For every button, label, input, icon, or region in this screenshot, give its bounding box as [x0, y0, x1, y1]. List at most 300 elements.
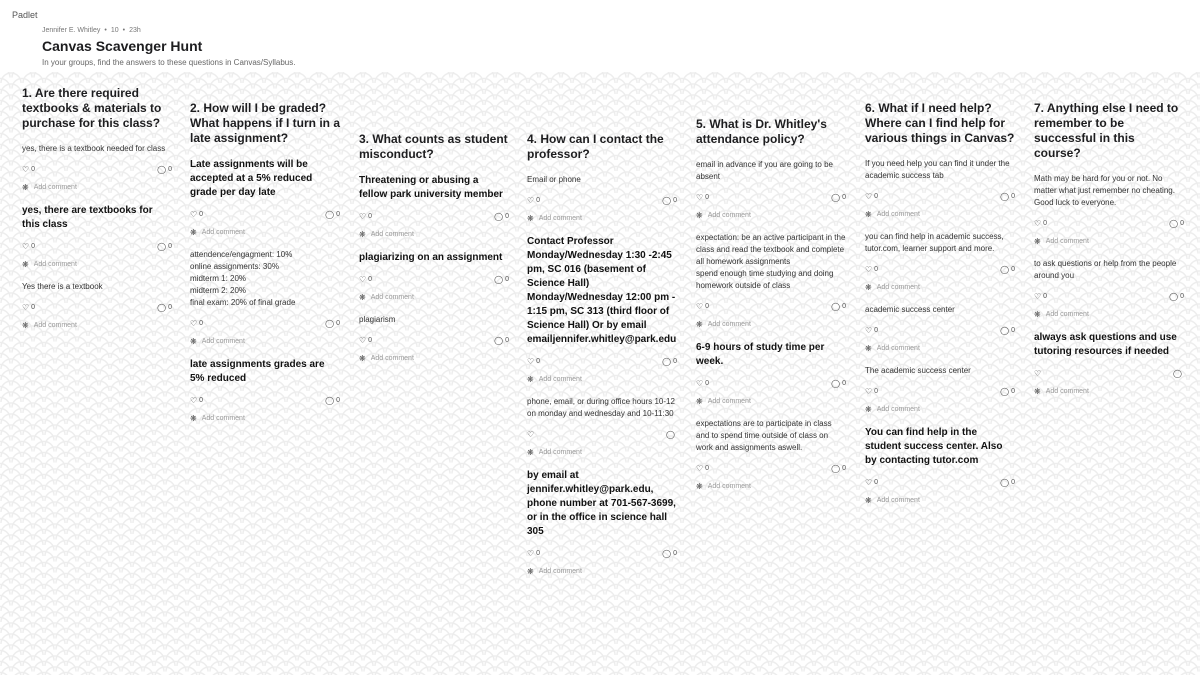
- like-count: 0: [199, 320, 204, 327]
- add-comment-input[interactable]: [527, 448, 677, 457]
- heart-icon: ♡: [22, 165, 30, 174]
- add-comment-input[interactable]: [359, 293, 509, 302]
- post-reactions: [359, 275, 509, 284]
- post-text: You can find help in the student success center. Also by contacting tutor.com: [865, 427, 1003, 466]
- comment-count: 0: [168, 304, 172, 311]
- post-reactions: [22, 242, 172, 251]
- post-reactions: [696, 302, 846, 311]
- post-reactions: [190, 396, 340, 405]
- post-text: If you need help you can find it under the academic success tab: [865, 159, 1010, 180]
- comment-bubble-icon: ◯: [831, 193, 841, 202]
- like-count: 0: [874, 479, 879, 486]
- add-comment-label: Add comment: [876, 284, 920, 291]
- comment-bubble-icon: ◯: [1000, 192, 1010, 201]
- heart-icon: ♡: [22, 303, 30, 312]
- heart-icon: ♡: [1034, 292, 1042, 301]
- post-reactions: [527, 196, 677, 205]
- user-avatar-icon: ❋: [696, 320, 703, 329]
- add-comment-input[interactable]: [865, 496, 1015, 505]
- user-avatar-icon: ❋: [1034, 310, 1041, 319]
- comment-bubble-icon: ◯: [157, 165, 167, 174]
- heart-icon: ♡: [190, 210, 198, 219]
- add-comment-input[interactable]: [359, 354, 509, 363]
- comment-bubble-icon: ◯: [831, 379, 841, 388]
- like-button[interactable]: [865, 387, 878, 396]
- like-count: 0: [31, 243, 36, 250]
- user-avatar-icon: ❋: [190, 228, 197, 237]
- user-avatar-icon: ❋: [22, 260, 29, 269]
- post-reactions: [1034, 292, 1184, 301]
- like-button[interactable]: [865, 265, 878, 274]
- heart-icon: ♡: [527, 357, 535, 366]
- comment-count-button[interactable]: [1000, 265, 1015, 274]
- post-card[interactable]: [359, 251, 509, 302]
- user-avatar-icon: ❋: [865, 344, 872, 353]
- comment-count-button[interactable]: [831, 193, 846, 202]
- comment-count: 0: [1011, 327, 1015, 334]
- user-avatar-icon: ❋: [527, 214, 534, 223]
- post-card[interactable]: [190, 158, 340, 237]
- heart-icon: ♡: [696, 302, 704, 311]
- like-button[interactable]: [527, 357, 540, 366]
- comment-count: 0: [842, 303, 846, 310]
- post-text: Threatening or abusing a fellow park university member: [359, 175, 503, 200]
- comment-count-button[interactable]: [662, 196, 677, 205]
- post-card[interactable]: [22, 204, 172, 269]
- comment-count: 0: [842, 194, 846, 201]
- post-reactions: [22, 303, 172, 312]
- like-count: 0: [1043, 220, 1048, 227]
- comment-count-button[interactable]: [494, 275, 509, 284]
- add-comment-label: Add comment: [538, 376, 582, 383]
- add-comment-label: Add comment: [1045, 388, 1089, 395]
- post-card[interactable]: [359, 314, 509, 363]
- heart-icon: ♡: [865, 326, 873, 335]
- comment-count: 0: [842, 465, 846, 472]
- like-button[interactable]: [865, 326, 878, 335]
- post-card[interactable]: [190, 358, 340, 423]
- add-comment-input[interactable]: [359, 230, 509, 239]
- add-comment-label: Add comment: [707, 321, 751, 328]
- heart-icon: ♡: [527, 196, 535, 205]
- post-reactions: [527, 430, 677, 439]
- comment-bubble-icon: ◯: [1000, 478, 1010, 487]
- like-count: 0: [368, 213, 373, 220]
- add-comment-label: Add comment: [707, 398, 751, 405]
- column-1: [22, 86, 172, 330]
- comment-count-button[interactable]: [325, 319, 340, 328]
- heart-icon: ♡: [359, 275, 367, 284]
- comment-count-button[interactable]: [831, 302, 846, 311]
- post-text: Contact Professor Monday/Wednesday 1:30 -2:45 pm, SC 016 (basement of Science Hall) Monday/Wednesday 12:00 pm - 1:15 pm, SC 313 (third floor of Science Hall) Or by email emailjennifer.whitley@park.edu: [527, 236, 677, 345]
- post-card[interactable]: [696, 341, 846, 406]
- comment-count-button[interactable]: [831, 464, 846, 473]
- add-comment-input[interactable]: [190, 414, 340, 423]
- post-text: plagiarism: [359, 315, 396, 324]
- comment-count-button[interactable]: [325, 210, 340, 219]
- post-text: late assignments grades are 5% reduced: [190, 359, 325, 384]
- like-button[interactable]: [190, 396, 203, 405]
- post-reactions: [1034, 219, 1184, 228]
- user-avatar-icon: ❋: [359, 293, 366, 302]
- comment-count-button[interactable]: [325, 396, 340, 405]
- like-button[interactable]: [359, 275, 372, 284]
- post-reactions: [527, 549, 677, 558]
- add-comment-input[interactable]: [22, 260, 172, 269]
- column-title: 7. Anything else I need to remember to be successful in this course?: [1034, 101, 1179, 160]
- comment-count: 0: [336, 211, 340, 218]
- add-comment-label: Add comment: [538, 215, 582, 222]
- add-comment-label: Add comment: [707, 212, 751, 219]
- user-avatar-icon: ❋: [1034, 237, 1041, 246]
- post-reactions: [865, 478, 1015, 487]
- post-card[interactable]: [696, 159, 846, 220]
- add-comment-label: Add comment: [33, 322, 77, 329]
- like-button[interactable]: [527, 549, 540, 558]
- add-comment-input[interactable]: [22, 321, 172, 330]
- header: [0, 0, 1200, 72]
- comment-count-button[interactable]: [1169, 292, 1184, 301]
- comment-count-button[interactable]: [494, 336, 509, 345]
- post-reactions: [865, 326, 1015, 335]
- heart-icon: ♡: [1034, 219, 1042, 228]
- comment-count: 0: [505, 276, 509, 283]
- post-reactions: [190, 319, 340, 328]
- add-comment-label: Add comment: [876, 406, 920, 413]
- comment-bubble-icon: ◯: [831, 302, 841, 311]
- comment-count: 0: [1011, 388, 1015, 395]
- column-title: 1. Are there required textbooks & materials to purchase for this class?: [22, 86, 162, 130]
- comment-bubble-icon: ◯: [1173, 369, 1182, 378]
- heart-icon: ♡: [359, 336, 367, 345]
- post-reactions: [359, 336, 509, 345]
- add-comment-label: Add comment: [876, 497, 920, 504]
- heart-icon: ♡: [865, 192, 873, 201]
- post-card[interactable]: [22, 281, 172, 330]
- comment-bubble-icon: ◯: [325, 319, 335, 328]
- user-avatar-icon: ❋: [22, 183, 29, 192]
- post-count: 10: [110, 27, 119, 34]
- like-count: 0: [874, 327, 879, 334]
- like-count: 0: [536, 358, 541, 365]
- column-6: [865, 101, 1015, 505]
- add-comment-label: Add comment: [538, 568, 582, 575]
- user-avatar-icon: ❋: [696, 482, 703, 491]
- like-button[interactable]: [359, 336, 372, 345]
- add-comment-input[interactable]: [865, 405, 1015, 414]
- like-count: 0: [874, 388, 879, 395]
- like-count: 0: [705, 194, 710, 201]
- user-avatar-icon: ❋: [696, 397, 703, 406]
- comment-count: 0: [336, 320, 340, 327]
- post-reactions: [865, 387, 1015, 396]
- comment-count-button[interactable]: [1000, 478, 1015, 487]
- like-count: 0: [31, 304, 36, 311]
- post-text: email in advance if you are going to be absent: [696, 160, 833, 181]
- column-4: [527, 132, 677, 576]
- comment-count: 0: [505, 337, 509, 344]
- like-button[interactable]: [1034, 292, 1047, 301]
- heart-icon: ♡: [190, 319, 198, 328]
- post-text: academic success center: [865, 305, 955, 314]
- heart-icon: ♡: [527, 430, 535, 439]
- comment-count-button[interactable]: [1000, 326, 1015, 335]
- add-comment-input[interactable]: [865, 283, 1015, 292]
- comment-count-button[interactable]: [1169, 219, 1184, 228]
- post-text: attendence/engagment: 10% online assignments: 30% midterm 1: 20% midterm 2: 20% final exam: 20% of final grade: [190, 250, 296, 307]
- add-comment-input[interactable]: [696, 320, 846, 329]
- comment-bubble-icon: ◯: [1000, 387, 1010, 396]
- comment-bubble-icon: ◯: [1000, 265, 1010, 274]
- comment-bubble-icon: ◯: [662, 549, 672, 558]
- like-count: 0: [874, 193, 879, 200]
- comment-count: 0: [673, 358, 677, 365]
- post-reactions: [696, 464, 846, 473]
- post-card[interactable]: [527, 174, 677, 223]
- post-card[interactable]: [527, 235, 677, 384]
- post-text: expectation: be an active participant in the class and read the textbook and complete all homework assignments spend enough time studying and doing homework outside of class: [696, 233, 846, 290]
- add-comment-input[interactable]: [865, 344, 1015, 353]
- user-avatar-icon: ❋: [527, 567, 534, 576]
- post-card[interactable]: [527, 396, 677, 457]
- comment-count: 0: [842, 380, 846, 387]
- add-comment-input[interactable]: [190, 337, 340, 346]
- post-card[interactable]: [865, 304, 1015, 353]
- comment-bubble-icon: ◯: [325, 210, 335, 219]
- add-comment-input[interactable]: [1034, 237, 1184, 246]
- comment-count: 0: [673, 550, 677, 557]
- add-comment-label: Add comment: [201, 229, 245, 236]
- post-text: expectations are to participate in class and to spend time outside of class on work and assignments aswell.: [696, 419, 832, 452]
- post-reactions: [696, 379, 846, 388]
- post-card[interactable]: [190, 249, 340, 346]
- like-button[interactable]: [696, 193, 709, 202]
- add-comment-label: Add comment: [538, 449, 582, 456]
- comment-bubble-icon: ◯: [494, 212, 504, 221]
- user-avatar-icon: ❋: [527, 448, 534, 457]
- comment-count-button[interactable]: [662, 357, 677, 366]
- add-comment-label: Add comment: [370, 355, 414, 362]
- comment-bubble-icon: ◯: [1169, 219, 1179, 228]
- post-reactions: [190, 210, 340, 219]
- add-comment-label: Add comment: [1045, 238, 1089, 245]
- column-title: 3. What counts as student misconduct?: [359, 132, 508, 161]
- comment-count-button[interactable]: [662, 549, 677, 558]
- user-avatar-icon: ❋: [865, 496, 872, 505]
- comment-bubble-icon: ◯: [831, 464, 841, 473]
- comment-count: 0: [673, 197, 677, 204]
- add-comment-label: Add comment: [707, 483, 751, 490]
- board-subtitle: In your groups, find the answers to these questions in Canvas/Syllabus.: [42, 58, 296, 67]
- comment-count: 0: [1180, 220, 1184, 227]
- like-button[interactable]: [865, 192, 878, 201]
- post-reactions: [865, 192, 1015, 201]
- like-button[interactable]: [22, 242, 35, 251]
- comment-count-button[interactable]: [1173, 369, 1184, 378]
- post-text: 6-9 hours of study time per week.: [696, 342, 825, 367]
- comment-bubble-icon: ◯: [1169, 292, 1179, 301]
- like-button[interactable]: [527, 196, 540, 205]
- add-comment-input[interactable]: [1034, 310, 1184, 319]
- add-comment-input[interactable]: [696, 482, 846, 491]
- heart-icon: ♡: [865, 387, 873, 396]
- add-comment-input[interactable]: [527, 375, 677, 384]
- like-button[interactable]: [359, 212, 372, 221]
- like-count: 0: [368, 276, 373, 283]
- post-card[interactable]: [696, 232, 846, 329]
- column-title: 5. What is Dr. Whitley's attendance policy?: [696, 117, 827, 146]
- post-text: Late assignments will be accepted at a 5% reduced grade per day late: [190, 159, 313, 198]
- heart-icon: ♡: [696, 464, 704, 473]
- like-button[interactable]: [527, 430, 536, 439]
- column-title: 4. How can I contact the professor?: [527, 132, 664, 161]
- add-comment-label: Add comment: [201, 415, 245, 422]
- post-card[interactable]: [1034, 173, 1184, 246]
- comment-count-button[interactable]: [1000, 192, 1015, 201]
- post-text: phone, email, or during office hours 10-12 on monday and wednesday and 10-11:30: [527, 397, 675, 418]
- comment-bubble-icon: ◯: [325, 396, 335, 405]
- add-comment-label: Add comment: [370, 231, 414, 238]
- heart-icon: ♡: [696, 193, 704, 202]
- post-text: Yes there is a textbook: [22, 282, 103, 291]
- column-title: 2. How will I be graded? What happens if I turn in a late assignment?: [190, 101, 340, 145]
- comment-count-button[interactable]: [157, 242, 172, 251]
- post-text: plagiarizing on an assignment: [359, 252, 503, 263]
- heart-icon: ♡: [190, 396, 198, 405]
- user-avatar-icon: ❋: [696, 211, 703, 220]
- padlet-logo[interactable]: Padlet: [12, 10, 38, 20]
- like-button[interactable]: [696, 379, 709, 388]
- user-avatar-icon: ❋: [865, 405, 872, 414]
- post-card[interactable]: [865, 426, 1015, 505]
- like-count: 0: [874, 266, 879, 273]
- user-avatar-icon: ❋: [865, 210, 872, 219]
- add-comment-label: Add comment: [876, 345, 920, 352]
- add-comment-input[interactable]: [865, 210, 1015, 219]
- add-comment-input[interactable]: [696, 397, 846, 406]
- user-avatar-icon: ❋: [190, 337, 197, 346]
- add-comment-label: Add comment: [33, 184, 77, 191]
- like-count: 0: [1043, 293, 1048, 300]
- post-text: to ask questions or help from the people around you: [1034, 259, 1177, 280]
- user-avatar-icon: ❋: [527, 375, 534, 384]
- comment-count-button[interactable]: [157, 165, 172, 174]
- add-comment-input[interactable]: [696, 211, 846, 220]
- post-text: Email or phone: [527, 175, 581, 184]
- like-count: 0: [705, 303, 710, 310]
- like-button[interactable]: [696, 464, 709, 473]
- post-card[interactable]: [865, 158, 1015, 219]
- add-comment-input[interactable]: [527, 567, 677, 576]
- like-button[interactable]: [190, 319, 203, 328]
- comment-bubble-icon: ◯: [157, 303, 167, 312]
- comment-count-button[interactable]: [831, 379, 846, 388]
- user-avatar-icon: ❋: [865, 283, 872, 292]
- post-reactions: [865, 265, 1015, 274]
- board-meta: Jennifer E. Whitley • 10 • 23h: [42, 27, 141, 34]
- comment-bubble-icon: ◯: [1000, 326, 1010, 335]
- add-comment-label: Add comment: [370, 294, 414, 301]
- comment-count-button[interactable]: [157, 303, 172, 312]
- add-comment-input[interactable]: [190, 228, 340, 237]
- like-count: 0: [31, 166, 36, 173]
- like-count: 0: [705, 380, 710, 387]
- like-button[interactable]: [865, 478, 878, 487]
- add-comment-input[interactable]: [1034, 387, 1184, 396]
- like-count: 0: [368, 337, 373, 344]
- like-button[interactable]: [1034, 369, 1043, 378]
- like-count: 0: [536, 550, 541, 557]
- column-5: [696, 117, 846, 491]
- column-title: 6. What if I need help? Where can I find help for various things in Canvas?: [865, 101, 1015, 145]
- heart-icon: ♡: [527, 549, 535, 558]
- heart-icon: ♡: [696, 379, 704, 388]
- like-count: 0: [199, 211, 204, 218]
- comment-count-button[interactable]: [1000, 387, 1015, 396]
- user-avatar-icon: ❋: [359, 354, 366, 363]
- user-avatar-icon: ❋: [359, 230, 366, 239]
- comment-count-button[interactable]: [666, 430, 677, 439]
- like-count: 0: [536, 197, 541, 204]
- add-comment-label: Add comment: [201, 338, 245, 345]
- post-reactions: [22, 165, 172, 174]
- add-comment-label: Add comment: [33, 261, 77, 268]
- user-avatar-icon: ❋: [22, 321, 29, 330]
- comment-bubble-icon: ◯: [494, 336, 504, 345]
- user-avatar-icon: ❋: [190, 414, 197, 423]
- add-comment-input[interactable]: [527, 214, 677, 223]
- comment-count-button[interactable]: [494, 212, 509, 221]
- like-button[interactable]: [22, 303, 35, 312]
- post-text: The academic success center: [865, 366, 971, 375]
- like-button[interactable]: [22, 165, 35, 174]
- post-card[interactable]: [359, 174, 509, 239]
- comment-bubble-icon: ◯: [662, 196, 672, 205]
- like-count: 0: [705, 465, 710, 472]
- comment-count: 0: [1180, 293, 1184, 300]
- post-text: you can find help in academic success, tutor.com, learner support and more.: [865, 232, 1004, 253]
- comment-count: 0: [336, 397, 340, 404]
- board-age: 23h: [129, 27, 141, 34]
- post-card[interactable]: [1034, 258, 1184, 319]
- column-7: [1034, 101, 1184, 396]
- column-2: [190, 101, 340, 423]
- post-card[interactable]: [22, 143, 172, 192]
- heart-icon: ♡: [1034, 369, 1042, 378]
- comment-count: 0: [168, 166, 172, 173]
- post-card[interactable]: [527, 469, 677, 576]
- comment-count: 0: [505, 213, 509, 220]
- post-text: by email at jennifer.whitley@park.edu, phone number at 701-567-3699, or in the office in science hall 305: [527, 470, 676, 537]
- post-card[interactable]: [865, 231, 1015, 292]
- author-name[interactable]: Jennifer E. Whitley: [42, 27, 101, 34]
- post-reactions: [1034, 369, 1184, 378]
- comment-count: 0: [168, 243, 172, 250]
- like-button[interactable]: [1034, 219, 1047, 228]
- like-button[interactable]: [190, 210, 203, 219]
- post-reactions: [527, 357, 677, 366]
- post-card[interactable]: [696, 418, 846, 491]
- post-reactions: [359, 212, 509, 221]
- post-text: yes, there are textbooks for this class: [22, 205, 153, 230]
- like-button[interactable]: [696, 302, 709, 311]
- add-comment-label: Add comment: [876, 211, 920, 218]
- add-comment-input[interactable]: [22, 183, 172, 192]
- heart-icon: ♡: [865, 265, 873, 274]
- post-card[interactable]: [865, 365, 1015, 414]
- heart-icon: ♡: [22, 242, 30, 251]
- post-card[interactable]: [1034, 331, 1184, 396]
